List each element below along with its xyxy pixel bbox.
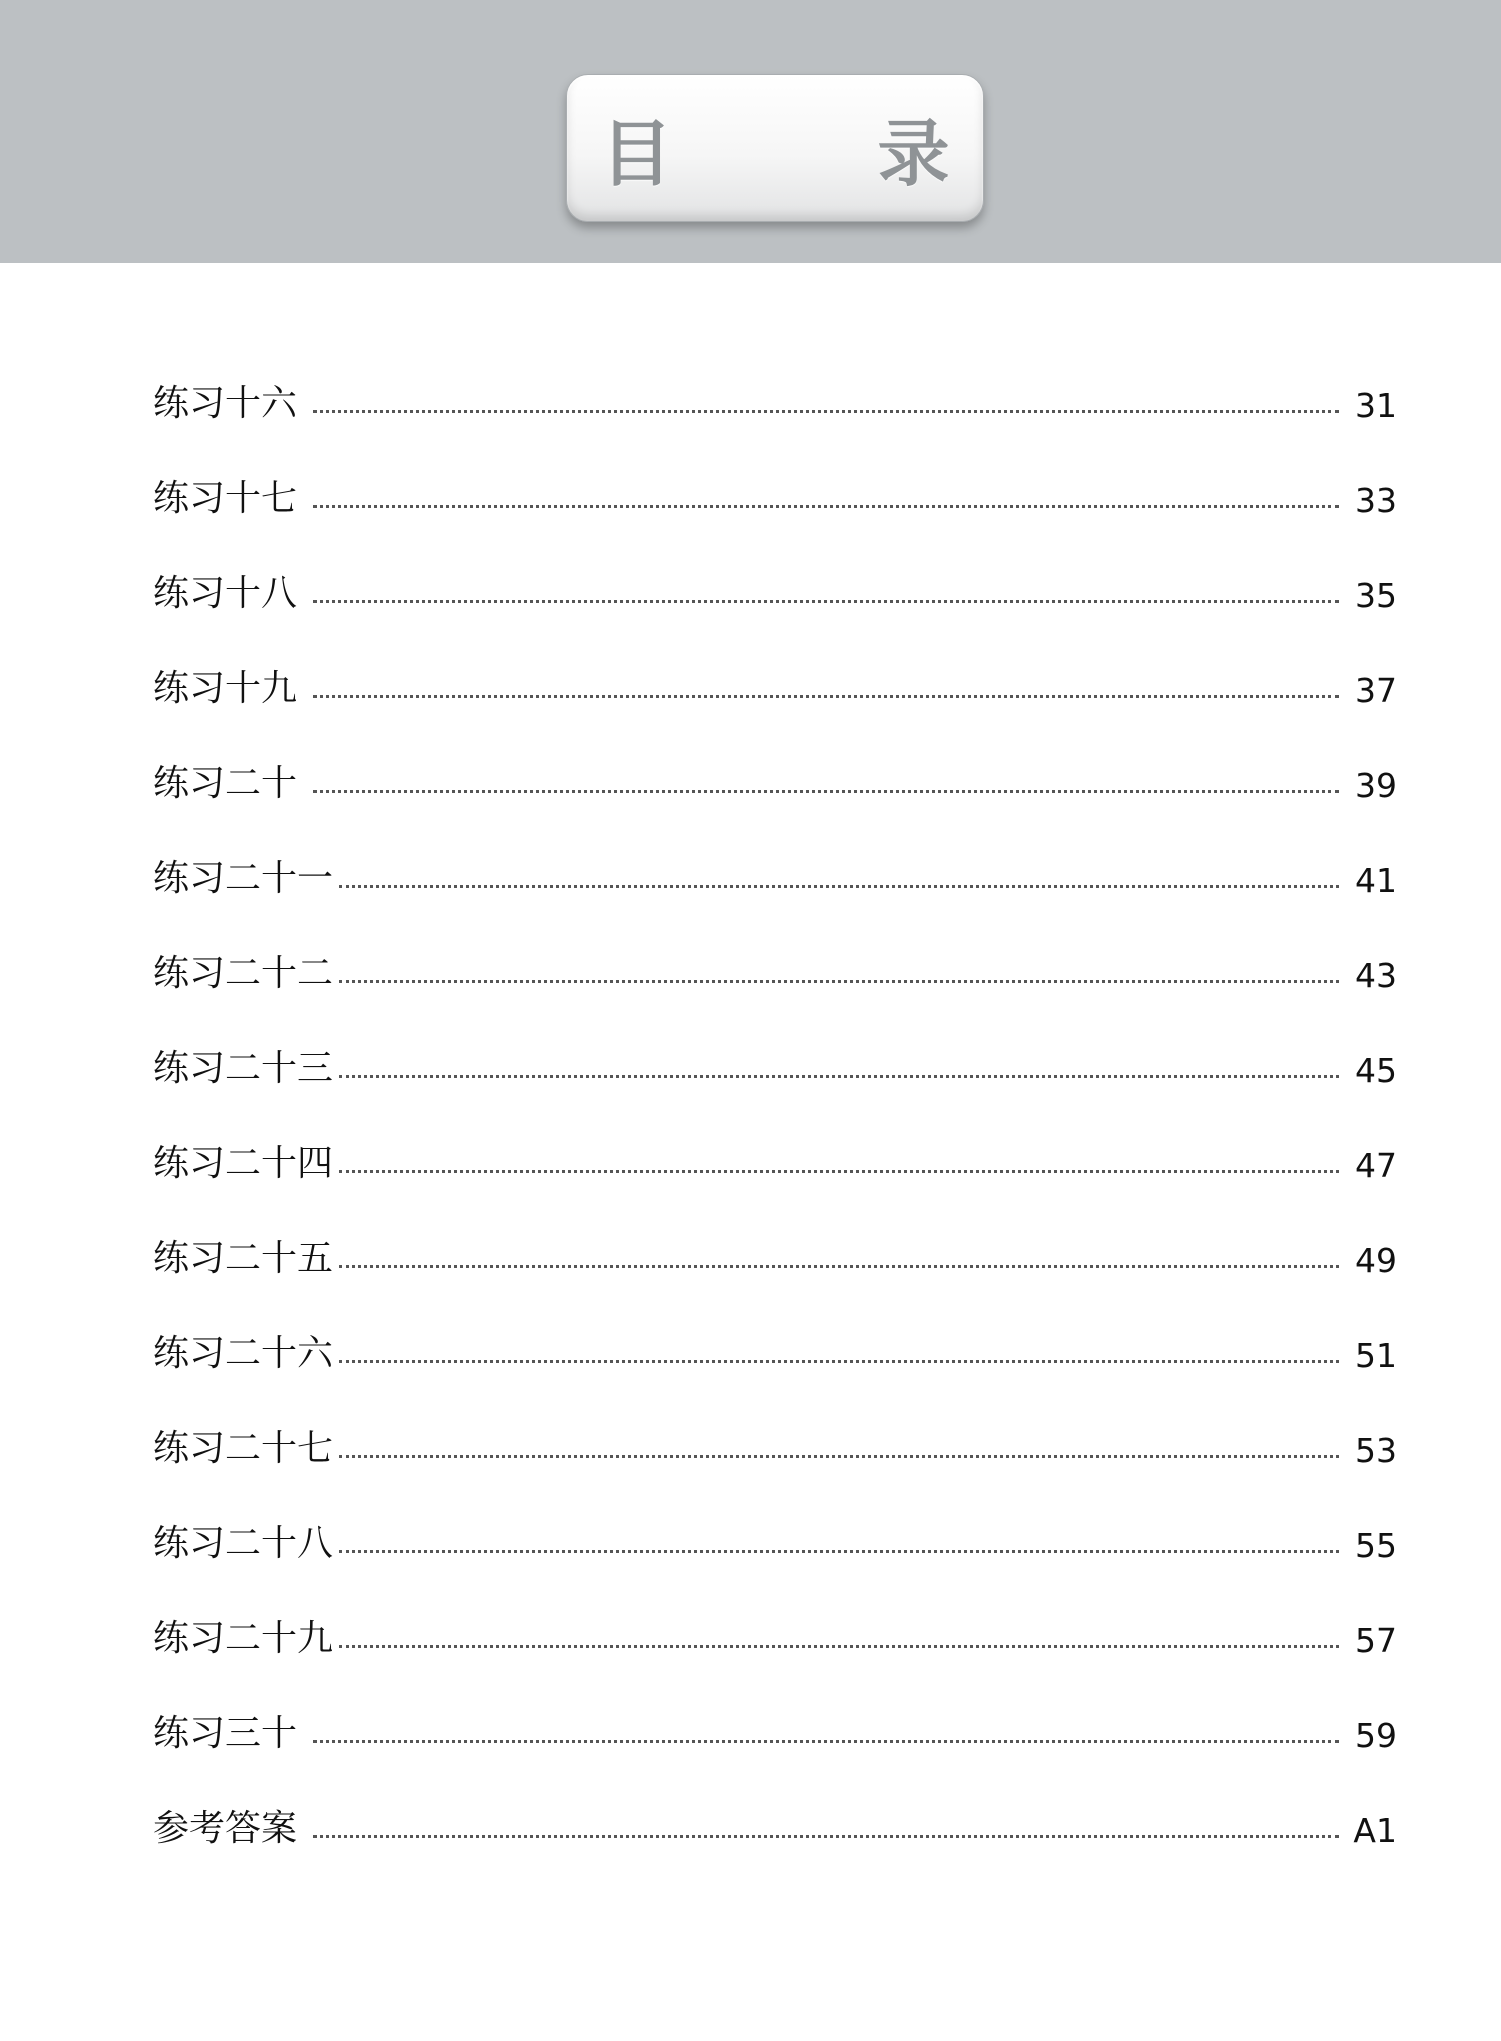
toc-entry-label: 练习十七 bbox=[153, 478, 298, 519]
toc-entry-page: 43 bbox=[1355, 956, 1397, 995]
toc-entry[interactable] bbox=[153, 1182, 1397, 1280]
toc-entry[interactable] bbox=[153, 707, 1397, 805]
toc-entry-page: 57 bbox=[1355, 1621, 1397, 1660]
toc-entry-label: 练习十六 bbox=[153, 383, 298, 424]
header-band bbox=[0, 0, 1501, 263]
toc-entry[interactable] bbox=[153, 1277, 1397, 1375]
dot-leader bbox=[339, 1265, 1339, 1268]
dot-leader bbox=[313, 410, 1339, 413]
toc-entry-page: 41 bbox=[1355, 861, 1397, 900]
dot-leader bbox=[313, 505, 1339, 508]
table-of-contents bbox=[153, 327, 1397, 1850]
toc-entry[interactable] bbox=[153, 327, 1397, 425]
toc-entry-label: 参考答案 bbox=[153, 1808, 298, 1849]
toc-entry[interactable] bbox=[153, 1087, 1397, 1185]
toc-entry-page: 53 bbox=[1355, 1431, 1397, 1470]
toc-entry-page: 33 bbox=[1355, 481, 1397, 520]
dot-leader bbox=[313, 600, 1339, 603]
toc-entry[interactable] bbox=[153, 1657, 1397, 1755]
dot-leader bbox=[313, 1740, 1339, 1743]
toc-entry-label: 练习二十三 bbox=[153, 1048, 334, 1089]
dot-leader bbox=[339, 980, 1339, 983]
toc-entry-label: 练习二十四 bbox=[153, 1143, 334, 1184]
toc-entry[interactable] bbox=[153, 897, 1397, 995]
toc-entry-label: 练习十九 bbox=[153, 668, 298, 709]
toc-entry-label: 练习二十六 bbox=[153, 1333, 334, 1374]
toc-entry[interactable] bbox=[153, 992, 1397, 1090]
page-title: 目 录 bbox=[600, 112, 1040, 196]
toc-entry-page: 49 bbox=[1355, 1241, 1397, 1280]
title-plate bbox=[566, 74, 1040, 222]
toc-entry-label: 练习二十五 bbox=[153, 1238, 334, 1279]
toc-entry-page: 35 bbox=[1355, 576, 1397, 615]
toc-entry-page: 31 bbox=[1355, 386, 1397, 425]
toc-entry[interactable] bbox=[153, 802, 1397, 900]
dot-leader bbox=[313, 695, 1339, 698]
dot-leader bbox=[313, 1835, 1339, 1838]
dot-leader bbox=[339, 1170, 1339, 1173]
toc-entry[interactable] bbox=[153, 1372, 1397, 1470]
toc-entry-label: 练习二十七 bbox=[153, 1428, 334, 1469]
toc-entry-label: 练习二十九 bbox=[153, 1618, 334, 1659]
toc-entry[interactable] bbox=[153, 612, 1397, 710]
toc-entry-page: 39 bbox=[1355, 766, 1397, 805]
toc-entry[interactable] bbox=[153, 1562, 1397, 1660]
toc-entry-label: 练习二十二 bbox=[153, 953, 334, 994]
dot-leader bbox=[339, 1075, 1339, 1078]
toc-entry-page: A1 bbox=[1353, 1811, 1397, 1850]
dot-leader bbox=[339, 1645, 1339, 1648]
toc-entry-page: 45 bbox=[1355, 1051, 1397, 1090]
toc-entry-label: 练习二十 bbox=[153, 763, 298, 804]
toc-entry-page: 51 bbox=[1355, 1336, 1397, 1375]
toc-entry-page: 47 bbox=[1355, 1146, 1397, 1185]
toc-entry-label: 练习十八 bbox=[153, 573, 298, 614]
toc-entry[interactable] bbox=[153, 1467, 1397, 1565]
toc-entry-page: 37 bbox=[1355, 671, 1397, 710]
dot-leader bbox=[339, 1455, 1339, 1458]
dot-leader bbox=[339, 1550, 1339, 1553]
toc-entry-label: 练习二十一 bbox=[153, 858, 334, 899]
toc-entry[interactable] bbox=[153, 517, 1397, 615]
toc-entry-page: 59 bbox=[1355, 1716, 1397, 1755]
toc-entry-page: 55 bbox=[1355, 1526, 1397, 1565]
dot-leader bbox=[339, 885, 1339, 888]
dot-leader bbox=[339, 1360, 1339, 1363]
toc-entry[interactable] bbox=[153, 1752, 1397, 1850]
toc-entry-label: 练习二十八 bbox=[153, 1523, 334, 1564]
toc-entry-label: 练习三十 bbox=[153, 1713, 298, 1754]
toc-entry[interactable] bbox=[153, 422, 1397, 520]
dot-leader bbox=[313, 790, 1339, 793]
